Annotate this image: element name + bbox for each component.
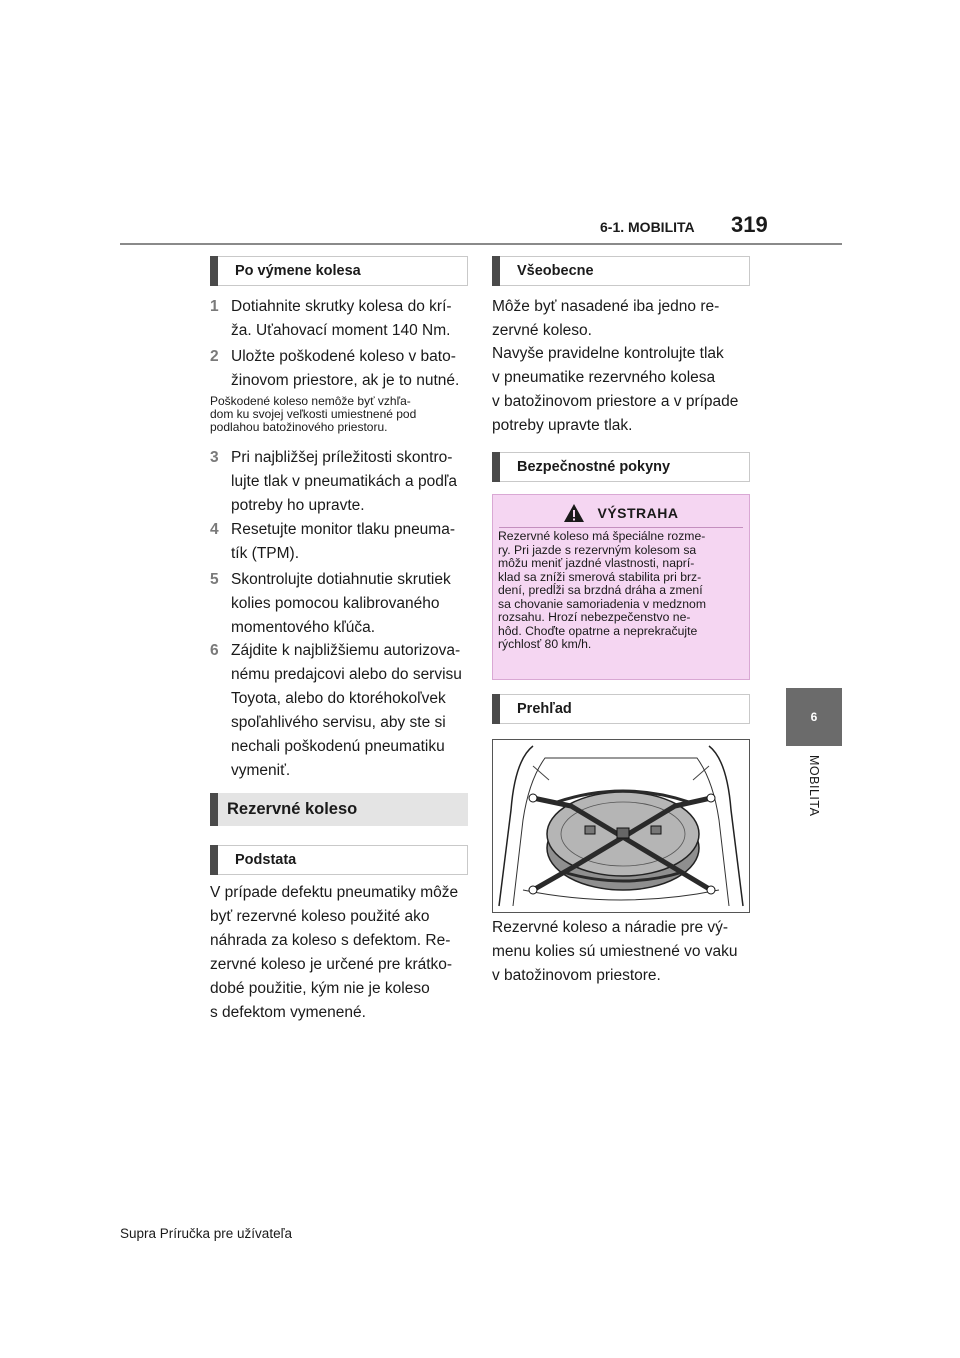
heading-text: Podstata [235, 852, 297, 868]
spare-wheel-figure [492, 739, 750, 913]
heading-text: Po výmene kolesa [235, 263, 361, 279]
step-number: 1 [210, 298, 219, 315]
step-number: 2 [210, 348, 219, 365]
step-item [210, 639, 472, 783]
step-item [210, 295, 472, 343]
basics-paragraph: V prípade defektu pneumatiky môže byť rezervné koleso použité ako náhrada za koleso s defektom. Re- zervné koleso je určené pre krátko- dobé použitie, kým nie je koleso s defektom vymenené. [210, 884, 459, 1021]
general-paragraph-1: Môže byť nasadené iba jedno re- zervné koleso. [492, 298, 720, 339]
section-title: 6-1. MOBILITA [600, 219, 695, 235]
chapter-label [786, 755, 842, 865]
warning-title: VÝSTRAHA [597, 505, 679, 521]
heading-safety [492, 452, 750, 482]
heading-text: Prehľad [517, 701, 572, 717]
general-paragraph-2: Navyše pravidelne kontrolujte tlak v pneumatike rezervného kolesa v batožinovom priestore a v prípade potreby upravte tlak. [492, 345, 739, 434]
header-divider [120, 243, 842, 245]
warning-header [493, 503, 749, 523]
footer-text: Supra Príručka pre užívateľa [120, 1226, 293, 1241]
chapter-number: 6 [810, 710, 818, 724]
heading-basics [210, 845, 468, 875]
warning-divider [499, 527, 743, 528]
step-text: Resetujte monitor tlaku pneuma- tík (TPM). [231, 521, 456, 562]
page-number: 319 [731, 212, 768, 237]
step-number: 5 [210, 571, 219, 588]
step-text: Pri najbližšej príležitosti skontro- lujte tlak v pneumatikách a podľa potreby ho upravte. [231, 449, 457, 514]
heading-text: Všeobecne [517, 263, 594, 279]
overview-paragraph: Rezervné koleso a náradie pre vý- menu kolies sú umiestnené vo vaku v batožinovom priestore. [492, 919, 738, 984]
spare-wheel-in-trunk-illustration [493, 740, 749, 912]
step-number: 4 [210, 521, 219, 538]
heading-overview [492, 694, 750, 724]
note-text: Poškodené koleso nemôže byť vzhľa- dom ku svojej veľkosti umiestnené pod podlahou batožinového priestoru. [210, 394, 417, 434]
section-heading-text: Rezervné koleso [227, 800, 358, 818]
step-text: Skontrolujte dotiahnutie skrutiek kolies pomocou kalibrovaného momentového kľúča. [231, 571, 451, 636]
chapter-tab [786, 688, 842, 746]
heading-after-wheel-change [210, 256, 468, 286]
section-heading-spare-wheel [210, 793, 468, 826]
heading-general [492, 256, 750, 286]
step-item [210, 518, 472, 566]
warning-triangle-icon [563, 503, 585, 523]
step-item [210, 568, 472, 640]
warning-box [492, 494, 750, 680]
step-item [210, 345, 472, 393]
step-item [210, 446, 472, 518]
warning-text: Rezervné koleso má špeciálne rozme- ry. Pri jazde s rezervným kolesom sa môžu meniť jazdné vlastnosti, naprí- klad sa zníži smerová stabilita pri brz- dení, predĺži sa brzdná dráha a zmení sa chovanie samoriadenia v medznom rozsahu. Hrozí nebezpečenstvo ne- hôd. Choďte opatrne a neprekračujte rýchlosť 80 km/h. [498, 529, 706, 651]
step-text: Uložte poškodené koleso v bato- žinovom priestore, ak je to nutné. [231, 348, 460, 389]
heading-text: Bezpečnostné pokyny [517, 459, 671, 475]
chapter-label-text: MOBILITA [807, 755, 821, 817]
step-text: Zájdite k najbližšiemu autorizova- nému predajcovi alebo do servisu Toyota, alebo do ktoréhokoľvek spoľahlivého servisu, aby ste si nechali poškodenú pneumatiku vymeniť. [231, 642, 462, 779]
step-text: Dotiahnite skrutky kolesa do krí- ža. Uťahovací moment 140 Nm. [231, 298, 452, 339]
step-number: 6 [210, 642, 219, 659]
step-number: 3 [210, 449, 219, 466]
